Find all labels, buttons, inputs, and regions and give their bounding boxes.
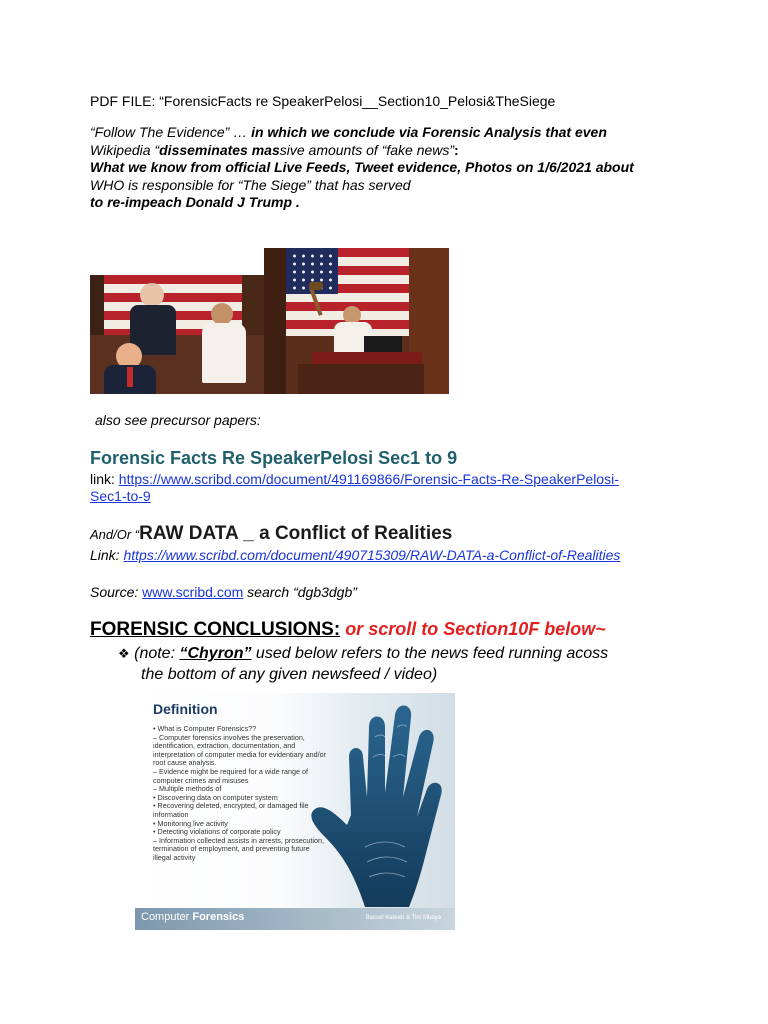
note-open: (note: [134,645,180,662]
document-title: PDF FILE: “ForensicFacts re SpeakerPelosi__Section10_Pelosi&TheSiege [90,93,556,109]
slide-line: interpretation of computer media for evidentiary and/or [153,749,326,759]
paper2-link[interactable]: https://www.scribd.com/document/490715309/RAW-DATA-a-Conflict-of-Realities [123,547,621,563]
paper2-title: RAW DATA _ a Conflict of Realities [139,523,453,544]
diamond-bullet-icon: ❖ [118,646,130,661]
intro-disseminates: disseminates mas [159,141,280,158]
intro-who: WHO is responsible for “The Siege” that has served [90,176,411,193]
slide-title: Definition [153,701,218,717]
chyron-note [118,643,608,685]
conclusions-heading-line [90,619,606,641]
slide-line: – Multiple methods of [153,784,222,794]
source-search: search “dgb3dgb” [243,584,357,600]
scroll-note: or scroll to Section10F below~ [340,619,606,639]
note-rest1: used below refers to the news feed running acoss [251,645,609,662]
intro-paragraph [90,124,634,212]
slide-line: – Evidence might be required for a wide range of [153,766,309,776]
slide-line: illegal activity [153,852,196,862]
slide-footer-word1: Computer [141,911,193,923]
paper1-link[interactable]: https://www.scribd.com/document/491169866/Forensic-Facts-Re-SpeakerPelosi- [118,471,619,487]
pelosi-photo-left [90,275,264,394]
paper1-link-cont[interactable]: Sec1-to-9 [90,488,151,504]
paper1-title: Forensic Facts Re SpeakerPelosi Sec1 to 9 [90,448,458,468]
slide-line: root cause analysis. [153,758,217,768]
slide-body [153,725,393,863]
slide-line: – Information collected assists in arrests, prosecution, [153,835,324,845]
intro-what-we-know: What we know from official Live Feeds, Tweet evidence, Photos on 1/6/2021 about [90,159,634,175]
note-chyron: “Chyron” [179,645,252,662]
also-see-label: also see precursor papers: [95,412,261,428]
paper1-link-block [90,471,619,505]
paper1-link-label: link: [90,471,119,487]
slide-line: • What is Computer Forensics?? [153,724,257,733]
source-label: Source: [90,584,143,600]
intro-fake-news: sive amounts of “fake news” [279,141,455,158]
slide-footer-credit: Bassel Kateeb & Tim Mboya [365,915,441,921]
slide-line: computer crimes and misuses [153,775,249,785]
source-line [90,584,357,600]
slide-line: identification, extraction, documentation, and [153,741,296,751]
intro-impeach: to re-impeach Donald J Trump . [90,194,300,210]
slide-footer-title [141,911,244,923]
conclusions-heading: FORENSIC CONCLUSIONS: [90,619,341,640]
intro-quote: “Follow The Evidence” … [90,124,252,140]
slide-line: • Monitoring live activity [153,818,228,828]
slide-line: information [153,809,189,819]
pelosi-photo-right [264,248,449,394]
slide-footer [135,908,455,930]
paper2-link-label: Link: [90,547,124,563]
slide-line: • Recovering deleted, encrypted, or damaged file [153,801,309,811]
slide-line: • Discovering data on computer system [153,792,278,802]
intro-colon: : [454,141,459,158]
slide-line: • Detecting violations of corporate policy [153,827,281,837]
intro-claim: in which we conclude via Forensic Analysis that even [251,124,607,140]
slide-line: – Computer forensics involves the preservation, [153,732,305,742]
slide-footer-word2: Forensics [192,911,245,923]
paper2-title-line [90,523,452,545]
paper2-link-line [90,547,620,563]
slide-line: termination of employment, and preventing future [153,844,310,854]
source-link[interactable]: www.scribd.com [142,584,244,600]
intro-wiki: Wikipedia “ [90,141,160,158]
paper2-prefix: And/Or “ [90,527,140,542]
computer-forensics-slide [135,693,455,930]
note-rest2: the bottom of any given newsfeed / video) [141,666,438,683]
